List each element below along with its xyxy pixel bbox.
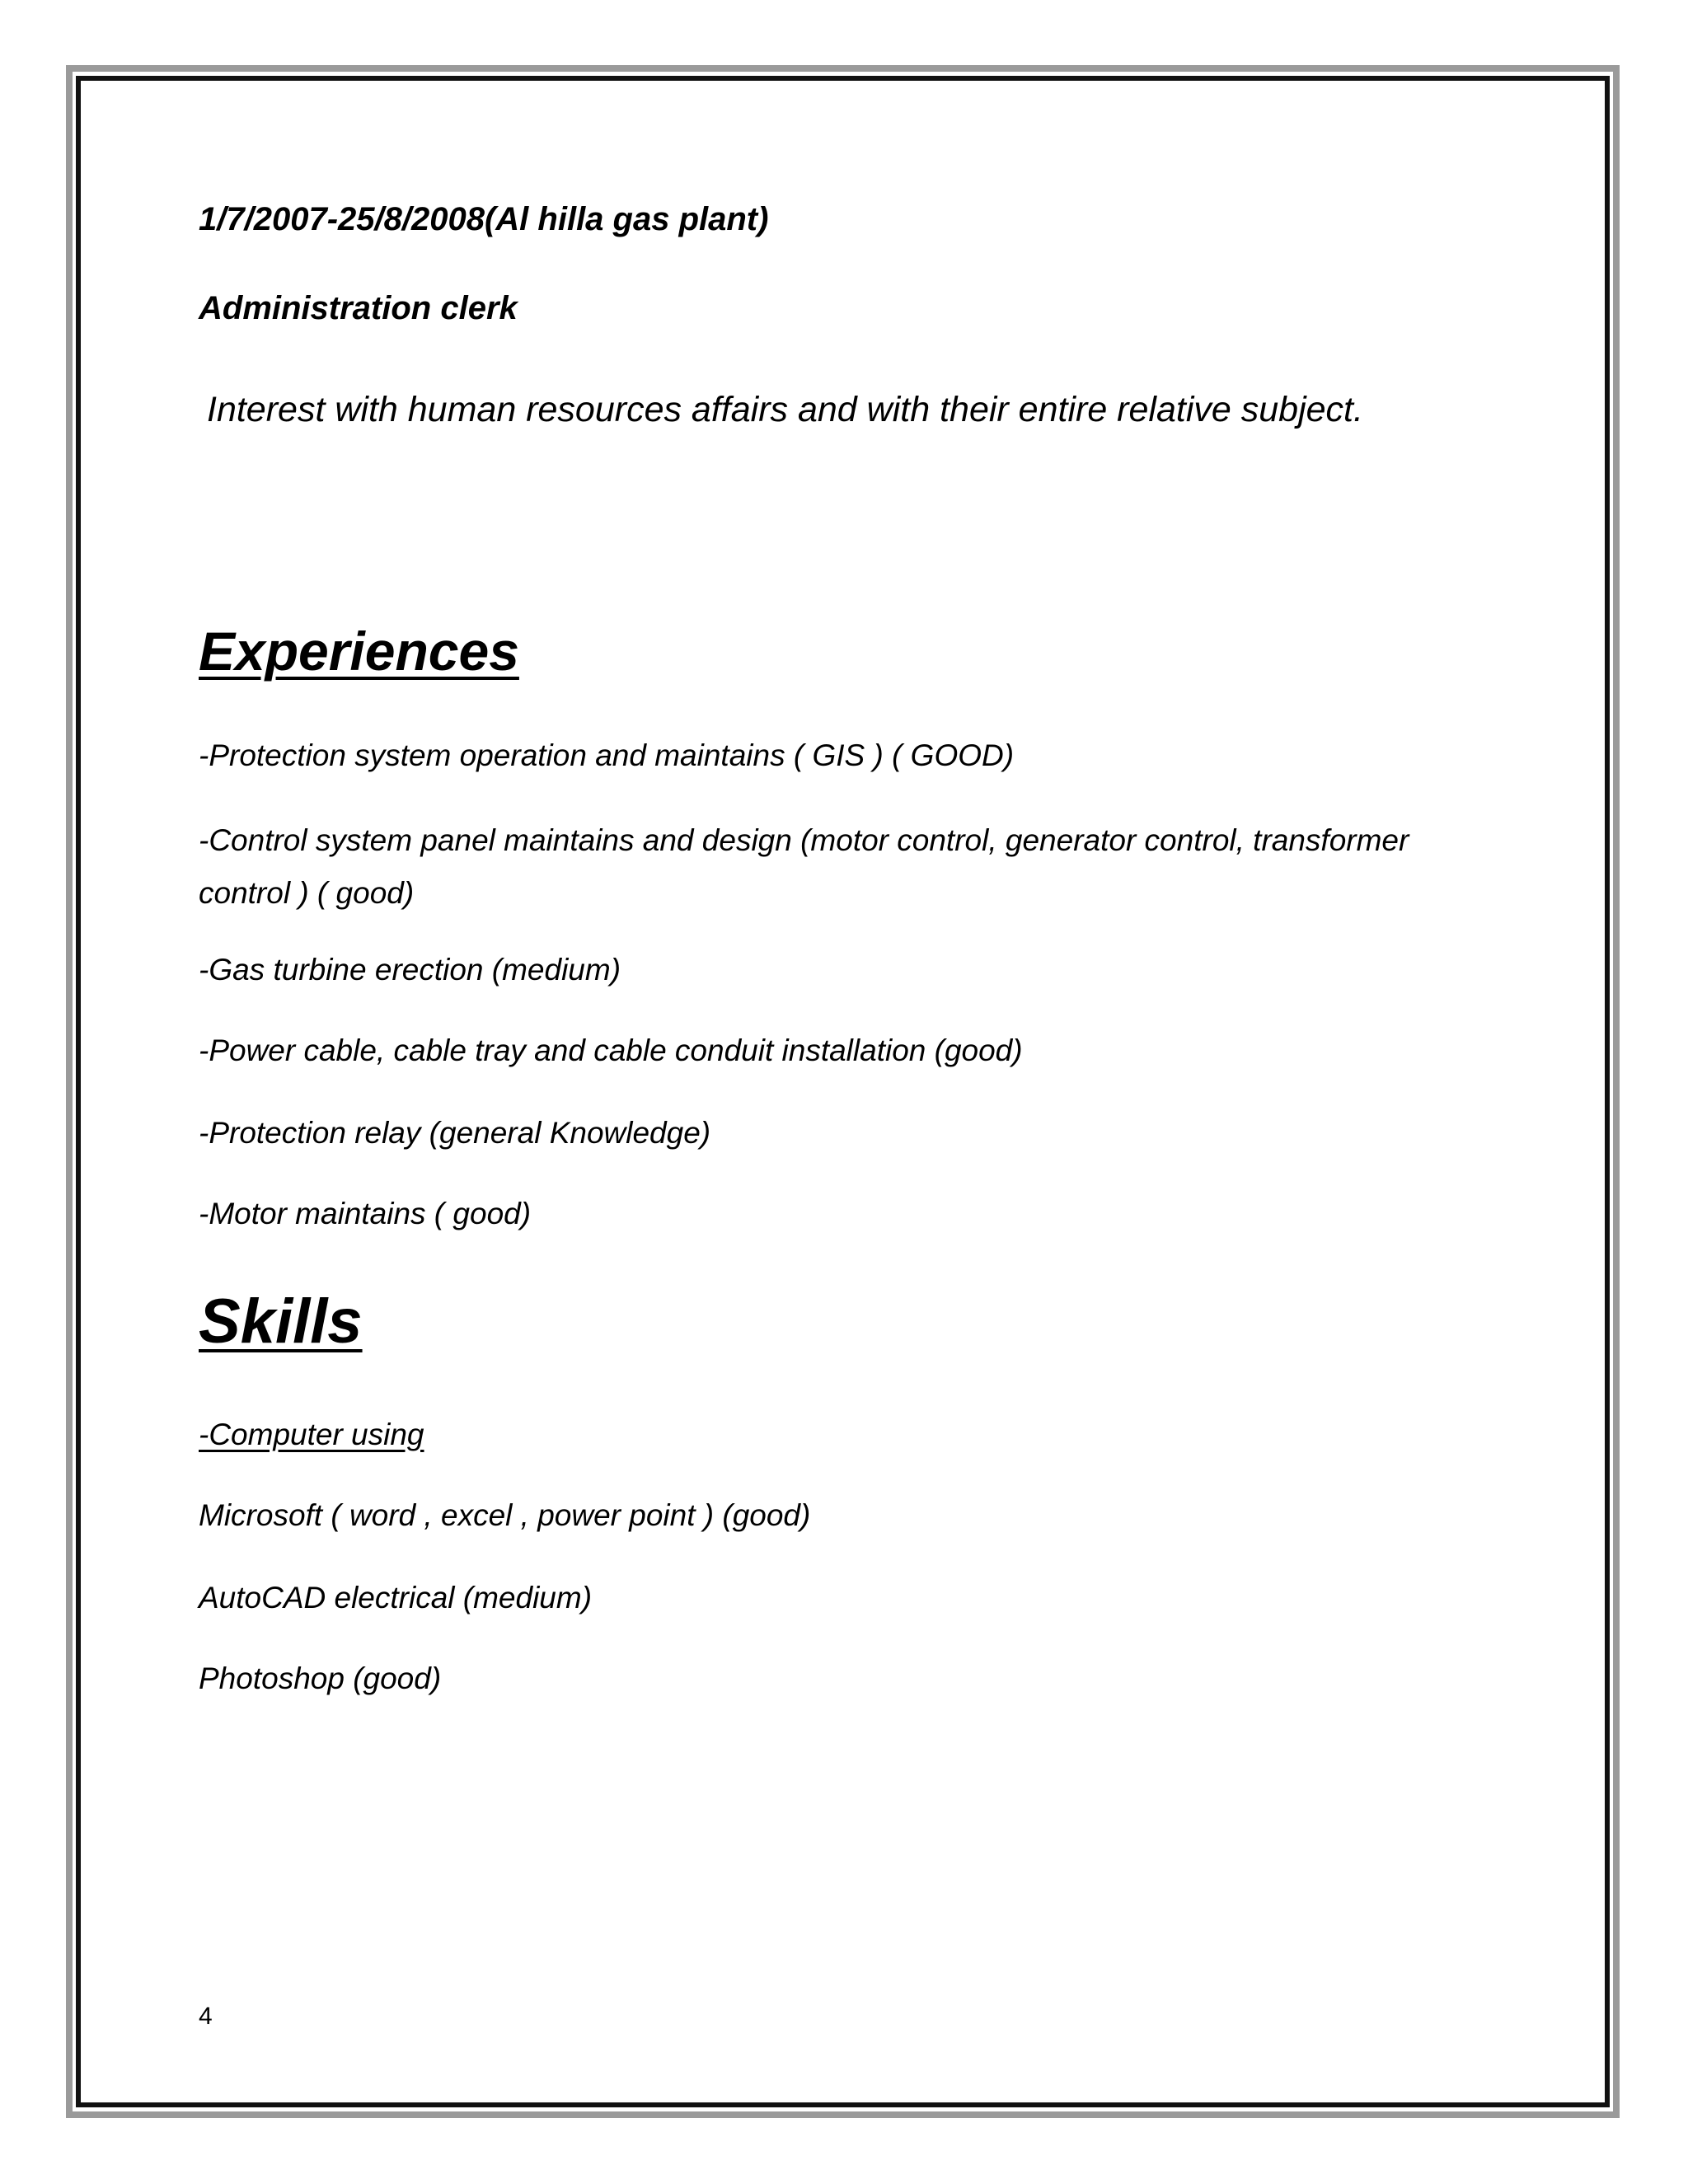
job-description: Interest with human resources affairs and with their entire relative subject. (207, 390, 1363, 429)
experience-item: -Protection system operation and maintains ( GIS ) ( GOOD) (199, 738, 1015, 772)
experience-item: -Control system panel maintains and design (motor control, generator control, transformer control ) ( good) (199, 823, 1409, 910)
skills-subheading: -Computer using (199, 1418, 424, 1451)
page-number: 4 (199, 2003, 213, 2030)
skill-item: Photoshop (good) (199, 1661, 442, 1695)
skills-heading: Skills (199, 1286, 363, 1357)
job-title: Administration clerk (199, 290, 518, 326)
skill-item: AutoCAD electrical (medium) (199, 1581, 593, 1615)
skill-item: Microsoft ( word , excel , power point ) (good) (199, 1498, 811, 1532)
job-dates: 1/7/2007-25/8/2008(Al hilla gas plant) (199, 201, 769, 237)
experience-item: -Gas turbine erection (medium) (199, 953, 621, 987)
experiences-heading: Experiences (199, 621, 519, 682)
experience-item: -Protection relay (general Knowledge) (199, 1116, 711, 1150)
experience-item: -Motor maintains ( good) (199, 1197, 532, 1230)
experience-item: -Power cable, cable tray and cable conduit installation (good) (199, 1033, 1023, 1067)
